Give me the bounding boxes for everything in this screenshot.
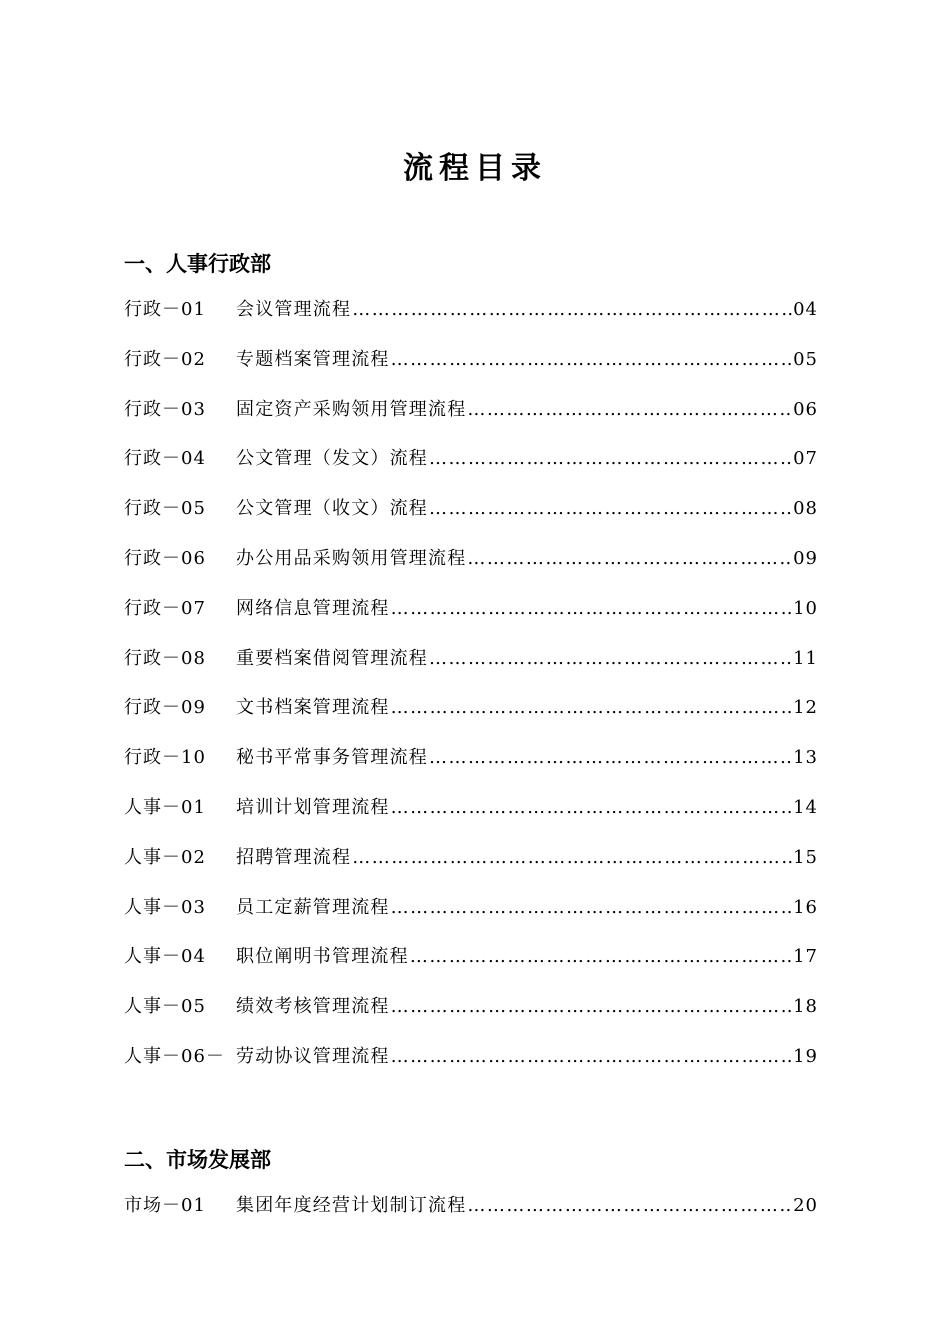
toc-entry[interactable]	[124, 942, 818, 992]
toc-page-number: 16	[793, 896, 818, 918]
toc-leader-dots	[391, 1046, 792, 1067]
toc-title: 公文管理（发文）流程	[236, 448, 428, 470]
toc-code: 行政－07	[124, 597, 206, 619]
toc-title: 集团年度经营计划制订流程	[236, 1195, 467, 1216]
toc-entry[interactable]	[124, 1191, 818, 1241]
toc-title: 公文管理（收文）流程	[236, 498, 428, 520]
toc-entry[interactable]	[124, 494, 818, 544]
toc-code: 行政－09	[124, 697, 206, 719]
toc-leader-dots	[429, 498, 792, 519]
toc-leader-dots	[352, 847, 792, 868]
toc-code: 行政－03	[124, 398, 206, 420]
toc-page-number: 19	[793, 1045, 818, 1067]
toc-code: 行政－10	[124, 747, 206, 769]
toc-code: 行政－06	[124, 547, 206, 569]
toc-entry[interactable]	[124, 793, 818, 843]
toc-page-number: 09	[793, 547, 818, 569]
toc-entry[interactable]	[124, 644, 818, 694]
toc-page-number: 12	[793, 697, 818, 719]
toc-leader-dots	[391, 996, 792, 1017]
toc-leader-dots	[391, 697, 792, 718]
toc-leader-dots	[429, 747, 792, 768]
toc-title: 秘书平常事务管理流程	[236, 747, 428, 769]
toc-list-market-dev	[124, 1191, 818, 1241]
toc-code: 行政－08	[124, 647, 206, 669]
toc-title: 培训计划管理流程	[236, 796, 390, 818]
toc-page-number: 07	[793, 448, 818, 470]
toc-code: 行政－04	[124, 448, 206, 470]
toc-leader-dots	[467, 399, 792, 420]
toc-leader-dots	[410, 946, 792, 967]
toc-title: 网络信息管理流程	[236, 597, 390, 619]
toc-leader-dots	[467, 548, 792, 569]
toc-title: 重要档案借阅管理流程	[236, 647, 428, 669]
section-heading-hr-admin: 一、人事行政部	[124, 251, 271, 276]
toc-title: 员工定薪管理流程	[236, 896, 390, 918]
toc-entry[interactable]	[124, 345, 818, 395]
toc-page-number: 13	[793, 747, 818, 769]
toc-code: 人事－05	[124, 996, 206, 1018]
toc-code: 人事－03	[124, 896, 206, 918]
toc-code: 行政－02	[124, 348, 206, 370]
toc-code: 人事－06－	[124, 1045, 225, 1067]
toc-page-number: 14	[793, 796, 818, 818]
toc-leader-dots	[352, 299, 792, 320]
toc-leader-dots	[391, 598, 792, 619]
toc-page-number: 08	[793, 498, 818, 520]
toc-title: 职位阐明书管理流程	[236, 946, 409, 968]
toc-entry[interactable]	[124, 544, 818, 594]
toc-code: 人事－04	[124, 946, 206, 968]
toc-leader-dots	[429, 648, 792, 669]
toc-leader-dots	[391, 897, 792, 918]
toc-code: 市场－01	[124, 1195, 206, 1216]
toc-title: 固定资产采购领用管理流程	[236, 398, 467, 420]
toc-leader-dots	[467, 1195, 792, 1216]
toc-list-hr-admin	[124, 295, 818, 1092]
toc-entry[interactable]	[124, 395, 818, 445]
toc-entry[interactable]	[124, 1042, 818, 1092]
toc-page-number: 18	[793, 996, 818, 1018]
toc-page-number: 04	[793, 299, 818, 320]
toc-page-number: 15	[793, 846, 818, 868]
toc-page-number: 20	[793, 1195, 818, 1216]
toc-leader-dots	[391, 797, 792, 818]
toc-code: 人事－02	[124, 846, 206, 868]
toc-title: 绩效考核管理流程	[236, 996, 390, 1018]
toc-page-number: 05	[793, 348, 818, 370]
toc-code: 行政－05	[124, 498, 206, 520]
toc-leader-dots	[429, 448, 792, 469]
toc-code: 行政－01	[124, 299, 206, 320]
toc-entry[interactable]	[124, 444, 818, 494]
page-title: 流程目录	[403, 151, 547, 186]
toc-page-number: 06	[793, 398, 818, 420]
toc-entry[interactable]	[124, 843, 818, 893]
toc-title: 文书档案管理流程	[236, 697, 390, 719]
toc-entry[interactable]	[124, 594, 818, 644]
toc-leader-dots	[391, 349, 792, 370]
section-heading-market-dev: 二、市场发展部	[124, 1147, 271, 1172]
toc-entry[interactable]	[124, 743, 818, 793]
toc-entry[interactable]	[124, 893, 818, 943]
toc-title: 办公用品采购领用管理流程	[236, 547, 467, 569]
toc-title: 会议管理流程	[236, 299, 352, 320]
toc-page-number: 11	[793, 647, 818, 669]
toc-title: 招聘管理流程	[236, 846, 352, 868]
toc-title: 专题档案管理流程	[236, 348, 390, 370]
toc-entry[interactable]	[124, 693, 818, 743]
toc-code: 人事－01	[124, 796, 206, 818]
toc-title: 劳动协议管理流程	[236, 1045, 390, 1067]
toc-page-number: 10	[793, 597, 818, 619]
toc-page-number: 17	[793, 946, 818, 968]
toc-entry[interactable]	[124, 992, 818, 1042]
toc-entry[interactable]	[124, 295, 818, 345]
